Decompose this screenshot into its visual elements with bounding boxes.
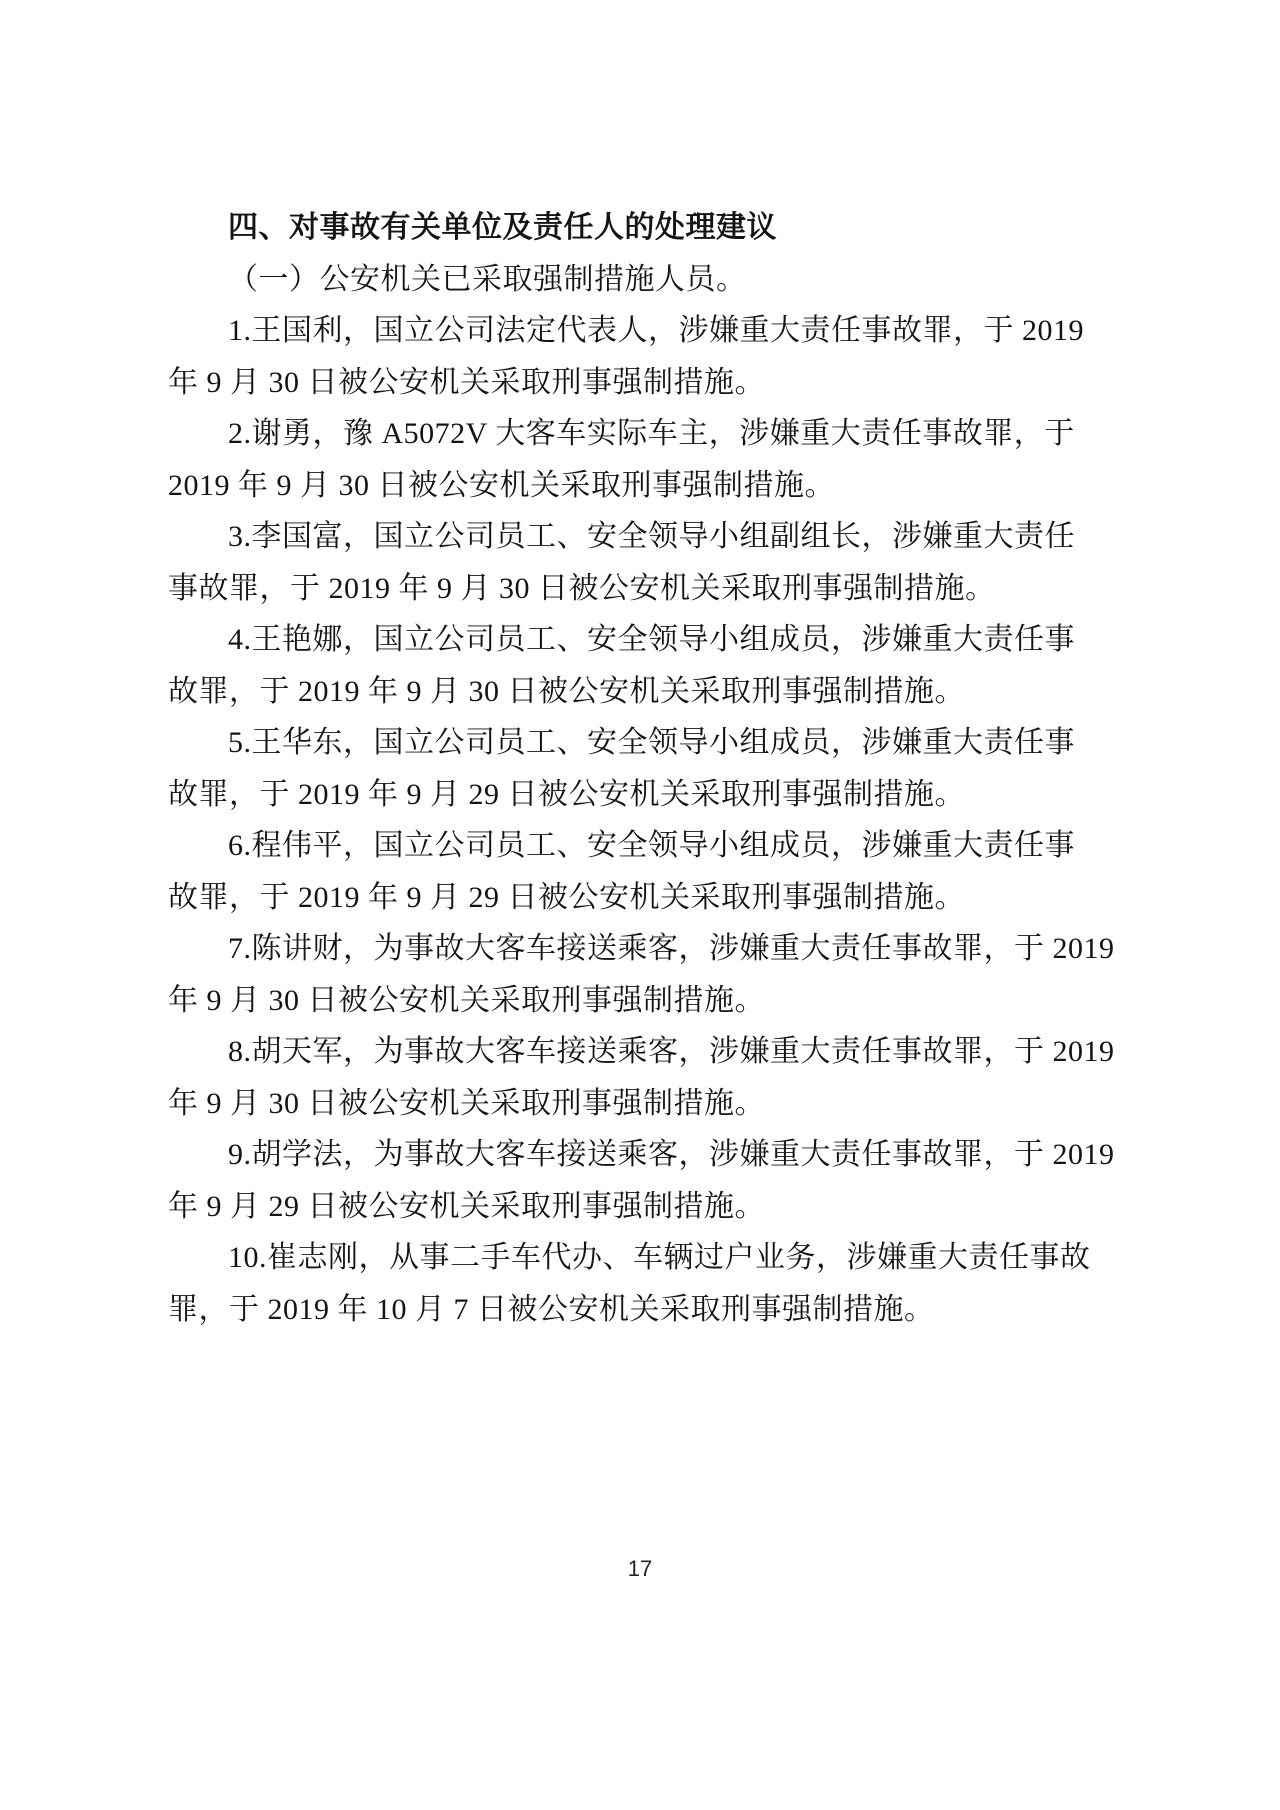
paragraph: [168, 511, 1120, 614]
paragraph-line: 1.王国利，国立公司法定代表人，涉嫌重大责任事故罪，于 2019: [228, 314, 1084, 347]
paragraph-line: 5.王华东，国立公司员工、安全领导小组成员，涉嫌重大责任事: [228, 726, 1075, 759]
paragraph-line: 年 9 月 29 日被公安机关采取刑事强制措施。: [168, 1189, 765, 1223]
paragraph: [168, 305, 1120, 408]
paragraph-line: 8.胡天军，为事故大客车接送乘客，涉嫌重大责任事故罪，于 2019: [228, 1035, 1115, 1068]
paragraph-line: 2019 年 9 月 30 日被公安机关采取刑事强制措施。: [168, 468, 835, 502]
paragraph: [168, 820, 1120, 923]
section-heading: 四、对事故有关单位及责任人的处理建议: [228, 211, 777, 244]
document-content: [168, 202, 1120, 1335]
paragraph: [168, 923, 1120, 1026]
paragraph: [168, 1232, 1120, 1335]
paragraph-line: 6.程伟平，国立公司员工、安全领导小组成员，涉嫌重大责任事: [228, 829, 1075, 862]
paragraph-line: 7.陈讲财，为事故大客车接送乘客，涉嫌重大责任事故罪，于 2019: [228, 932, 1115, 965]
paragraph-list: [168, 305, 1120, 1335]
paragraph-line: 9.胡学法，为事故大客车接送乘客，涉嫌重大责任事故罪，于 2019: [228, 1138, 1115, 1171]
paragraph-line: 罪，于 2019 年 10 月 7 日被公安机关采取刑事强制措施。: [168, 1292, 935, 1326]
paragraph-line: 故罪，于 2019 年 9 月 29 日被公安机关采取刑事强制措施。: [168, 880, 965, 914]
paragraph-line: 事故罪，于 2019 年 9 月 30 日被公安机关采取刑事强制措施。: [168, 571, 996, 605]
paragraph-line: 3.李国富，国立公司员工、安全领导小组副组长，涉嫌重大责任: [228, 520, 1075, 553]
paragraph-line: 4.王艳娜，国立公司员工、安全领导小组成员，涉嫌重大责任事: [228, 623, 1075, 656]
paragraph-line: 年 9 月 30 日被公安机关采取刑事强制措施。: [168, 365, 765, 399]
paragraph: [168, 717, 1120, 820]
paragraph: [168, 1129, 1120, 1232]
paragraph-line: 10.崔志刚，从事二手车代办、车辆过户业务，涉嫌重大责任事故: [228, 1241, 1091, 1274]
subsection-heading: （一）公安机关已采取强制措施人员。: [228, 262, 747, 296]
paragraph: [168, 614, 1120, 717]
paragraph-line: 年 9 月 30 日被公安机关采取刑事强制措施。: [168, 983, 765, 1017]
paragraph-line: 故罪，于 2019 年 9 月 29 日被公安机关采取刑事强制措施。: [168, 777, 965, 811]
paragraph-line: 故罪，于 2019 年 9 月 30 日被公安机关采取刑事强制措施。: [168, 674, 965, 708]
paragraph: [168, 1026, 1120, 1129]
page-number: 17: [627, 1556, 653, 1581]
paragraph: [168, 408, 1120, 511]
paragraph-line: 2.谢勇，豫 A5072V 大客车实际车主，涉嫌重大责任事故罪，于: [228, 417, 1075, 450]
paragraph-line: 年 9 月 30 日被公安机关采取刑事强制措施。: [168, 1086, 765, 1120]
